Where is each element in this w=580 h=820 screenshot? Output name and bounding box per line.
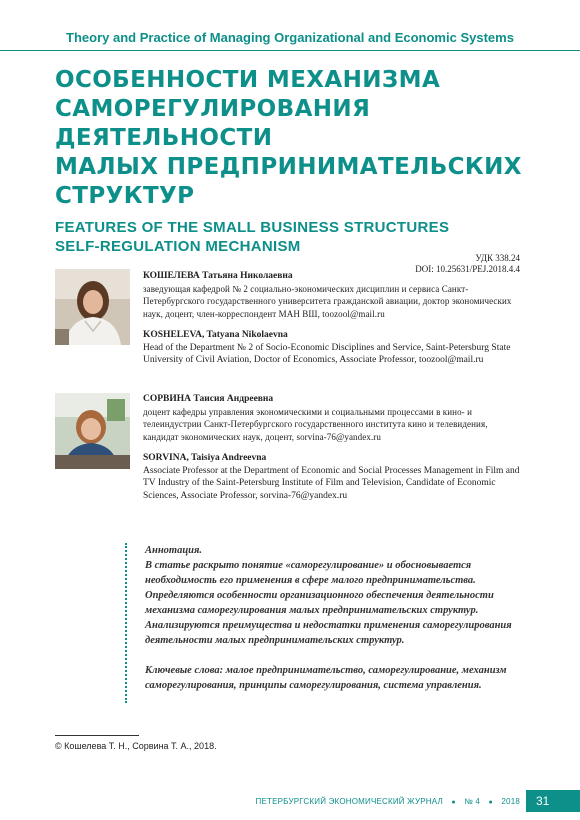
running-header-title: Theory and Practice of Managing Organizational and Economic Systems <box>66 30 514 45</box>
author-affiliation-en: Associate Professor at the Department of Economic and Social Processes Management in Film and TV Industry of the Saint-Petersburg Institute of Film and Television, Candidate of Economic Sciences, Associate Professor, sorvina-76@yandex.ru <box>143 465 520 501</box>
title-ru-line: ОСОБЕННОСТИ МЕХАНИЗМА <box>55 67 441 93</box>
abstract-block <box>145 543 530 693</box>
author-name-en: SORVINA, Taisiya Andreevna <box>143 453 267 463</box>
author-name-ru: КОШЕЛЕВА Татьяна Николаевна <box>143 271 293 281</box>
page-number: 31 <box>526 790 580 812</box>
keywords: Ключевые слова: малое предпринимательство, саморегулирование, механизм саморегулирования, принципы саморегулирования, система управления. <box>145 665 507 691</box>
title-en-line: FEATURES OF THE SMALL BUSINESS STRUCTURES <box>55 219 450 236</box>
title-ru-line: ДЕЯТЕЛЬНОСТИ <box>55 125 273 151</box>
journal-issue: № 4 <box>464 797 481 806</box>
article-title-en <box>55 218 495 256</box>
bullet-icon: ● <box>451 799 456 806</box>
author-name-en: KOSHELEVA, Tatyana Nikolaevna <box>143 330 288 340</box>
journal-footer <box>256 797 520 806</box>
journal-name: ПЕТЕРБУРГСКИЙ ЭКОНОМИЧЕСКИЙ ЖУРНАЛ <box>255 797 443 806</box>
author-photo-sorvina <box>55 393 130 469</box>
abstract-text: В статье раскрыто понятие «саморегулирование» и обосновывается необходимость его применения в сфере малого предпринимательства. Определяются особенности организационного обеспечения деятельности механизма саморегулирования малых предпринимательских структур. Анализируются преимущества и недостатки применения саморегулирования деятельности малых предпринимательских структур. <box>145 560 512 646</box>
author-2-info <box>143 393 525 511</box>
author-affiliation-ru: доцент кафедры управления экономическими и социальными процессами в кино- и телеиндустрии Санкт-Петербургского государственного института кино и телевидения, кандидат экономических наук, доцент, sorvina-76@yandex.ru <box>143 406 488 442</box>
author-affiliation-ru: заведующая кафедрой № 2 социально-экономических дисциплин и сервиса Санкт-Петербургского государственного университета гражданской авиации, доктор экономических наук, доцент, член-корреспондент МАН ВШ, toozool@mail.ru <box>143 283 512 319</box>
udk-code: УДК 338.24 <box>475 253 520 263</box>
author-1-info <box>143 270 525 376</box>
author-photo-koshteleva <box>55 269 130 345</box>
doi-code: DOI: 10.25631/PEJ.2018.4.4 <box>415 264 520 274</box>
journal-year: 2018 <box>501 797 520 806</box>
bullet-icon: ● <box>488 799 493 806</box>
footnote-rule <box>55 735 139 736</box>
author-affiliation-en: Head of the Department № 2 of Socio-Economic Disciplines and Service, Saint-Petersburg State University of Civil Aviation, Doctor of Economics, Associate Professor, toozool@mail.ru <box>143 342 511 365</box>
title-ru-line: САМОРЕГУЛИРОВАНИЯ <box>55 96 371 122</box>
copyright-note: © Кошелева Т. Н., Сорвина Т. А., 2018. <box>55 741 217 751</box>
title-en-line: SELF-REGULATION MECHANISM <box>55 238 301 255</box>
article-title-ru <box>55 66 555 211</box>
title-ru-line: МАЛЫХ ПРЕДПРИНИМАТЕЛЬСКИХ <box>55 154 522 180</box>
author-name-ru: СОРВИНА Таисия Андреевна <box>143 394 274 404</box>
title-ru-line: СТРУКТУР <box>55 183 195 209</box>
abstract-heading: Аннотация. <box>145 545 203 556</box>
